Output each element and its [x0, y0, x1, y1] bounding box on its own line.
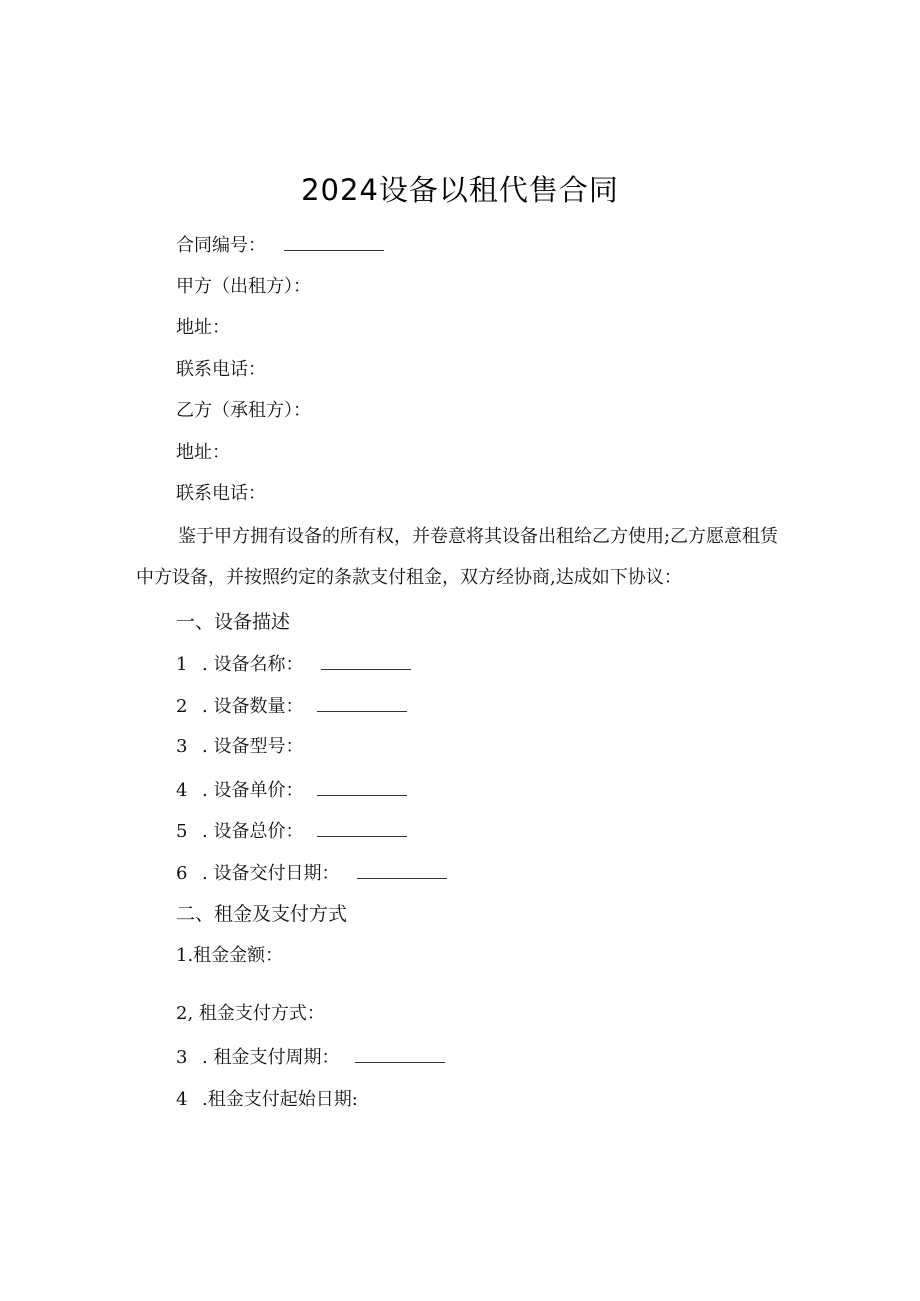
equipment-model-line: 3 . 设备型号：	[176, 736, 304, 757]
rent-amount-label: 1.租金金额：	[176, 945, 284, 966]
party-a-address-label: 地址：	[176, 317, 230, 338]
equipment-total-price-line: 5 . 设备总价：	[176, 818, 407, 844]
rent-start-date-line: 4 .租金支付起始日期:	[176, 1089, 358, 1110]
party-a-label: 甲方（出租方）：	[176, 276, 311, 297]
equipment-unit-price-label: . 设备单价：	[202, 780, 304, 801]
section-2-heading: 二、租金及支付方式	[176, 903, 348, 925]
equipment-model-label: . 设备型号：	[202, 736, 304, 757]
rent-payment-cycle-line: 3 . 租金支付周期：	[176, 1044, 445, 1070]
equipment-unit-price-line: 4 . 设备单价：	[176, 777, 407, 803]
party-b-address-label: 地址：	[176, 442, 230, 463]
rent-payment-method-label: 2, 租金支付方式：	[176, 1003, 325, 1024]
equipment-name-label: . 设备名称：	[202, 654, 304, 675]
equipment-delivery-date-line: 6 . 设备交付日期：	[176, 860, 447, 886]
contract-number-blank	[284, 232, 384, 251]
equipment-name-line: 1 . 设备名称：	[176, 651, 411, 677]
equipment-delivery-date-blank	[357, 860, 447, 879]
section-1-heading: 一、设备描述	[176, 611, 291, 633]
document-title: 2024设备以租代售合同	[301, 173, 619, 207]
contract-number-label: 合同编号：	[176, 235, 266, 256]
party-b-phone-label: 联系电话：	[176, 483, 266, 504]
party-a-phone-label: 联系电话：	[176, 359, 266, 380]
rent-payment-cycle-blank	[355, 1044, 445, 1063]
equipment-total-price-label: . 设备总价：	[202, 821, 304, 842]
equipment-quantity-line: 2 . 设备数量：	[176, 693, 407, 719]
contract-number-line	[176, 232, 384, 258]
rent-start-date-label: .租金支付起始日期:	[202, 1089, 358, 1110]
equipment-quantity-blank	[317, 693, 407, 712]
equipment-name-blank	[321, 651, 411, 670]
equipment-unit-price-blank	[317, 777, 407, 796]
equipment-delivery-date-label: . 设备交付日期：	[202, 863, 340, 884]
party-b-label: 乙方（承租方）：	[176, 400, 311, 421]
preamble-text: 鉴于甲方拥有设备的所有权，并卷意将其设备出租给乙方使用;乙方愿意租赁中方设备，并按照约定的条款支付租金，双方经协商,达成如下协议：	[136, 526, 779, 588]
equipment-quantity-label: . 设备数量：	[202, 696, 304, 717]
rent-payment-cycle-label: . 租金支付周期：	[202, 1047, 340, 1068]
preamble-paragraph	[136, 516, 796, 598]
equipment-total-price-blank	[317, 818, 407, 837]
